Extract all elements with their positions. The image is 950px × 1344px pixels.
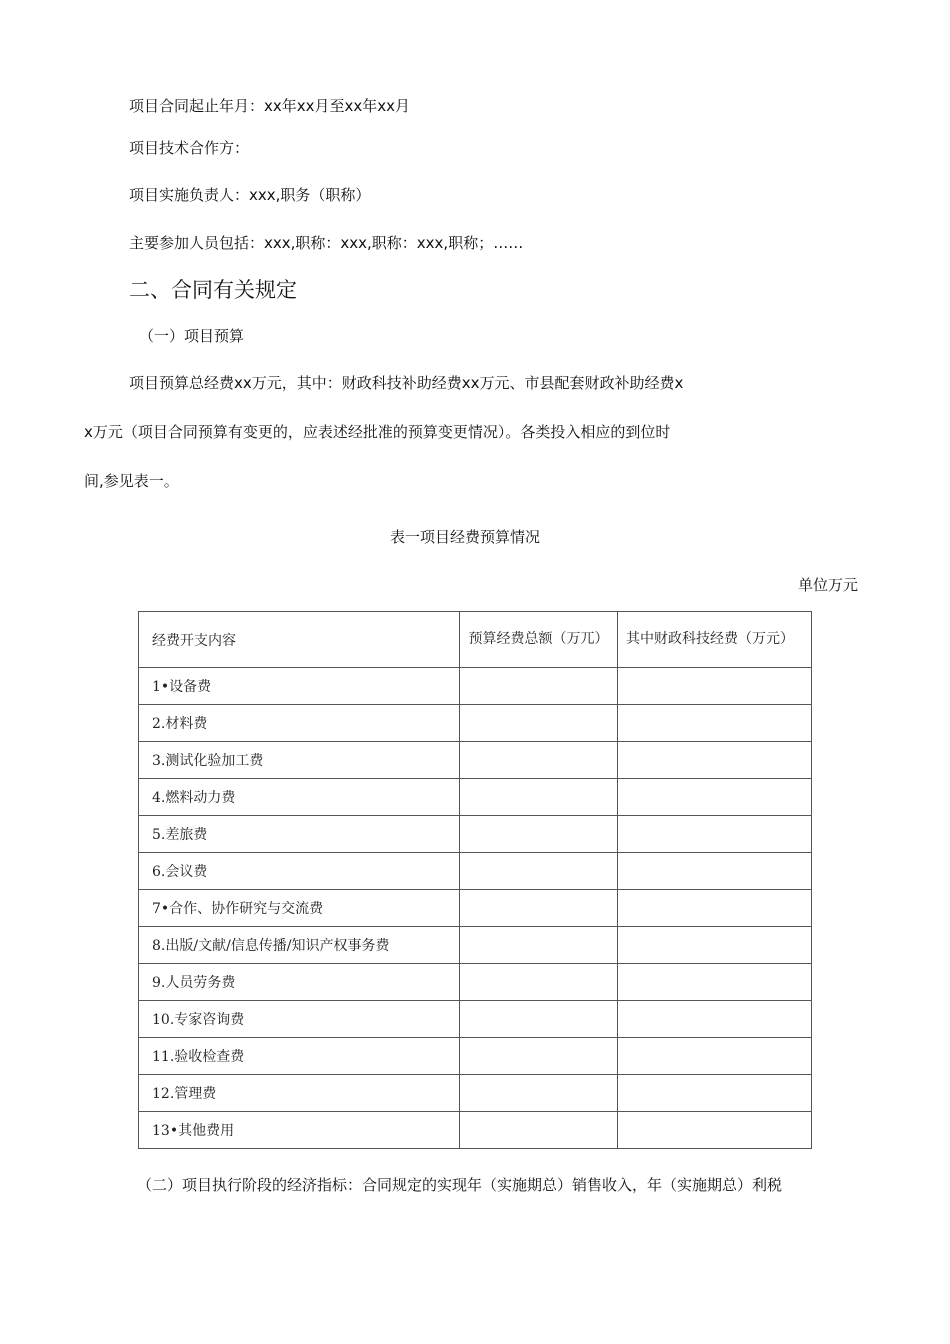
table-row — [139, 1038, 812, 1075]
row-fiscal — [618, 1038, 812, 1075]
row-item: 13•其他费用 — [139, 1112, 460, 1149]
row-item: 4.燃料动力费 — [139, 779, 460, 816]
table-row — [139, 1075, 812, 1112]
row-total — [460, 1001, 618, 1038]
row-total — [460, 890, 618, 927]
table-row — [139, 668, 812, 705]
row-fiscal — [618, 816, 812, 853]
row-item: 6.会议费 — [139, 853, 460, 890]
row-fiscal — [618, 1112, 812, 1149]
row-item: 8.出版/文献/信息传播/知识产权事务费 — [139, 927, 460, 964]
row-total — [460, 1112, 618, 1149]
row-total — [460, 1075, 618, 1112]
table-row — [139, 964, 812, 1001]
table-row — [139, 705, 812, 742]
header-total-budget: 预算经费总额（万兀） — [460, 612, 618, 668]
row-item: 11.验收检查费 — [139, 1038, 460, 1075]
economic-indicators-line: （二）项目执行阶段的经济指标：合同规定的实现年（实施期总）销售收入，年（实施期总）利税 — [137, 1176, 783, 1194]
row-total — [460, 927, 618, 964]
row-item: 10.专家咨询费 — [139, 1001, 460, 1038]
row-item: 5.差旅费 — [139, 816, 460, 853]
table-row — [139, 927, 812, 964]
table-row — [139, 816, 812, 853]
row-fiscal — [618, 705, 812, 742]
row-fiscal — [618, 853, 812, 890]
row-item: 9.人员劳务费 — [139, 964, 460, 1001]
row-total — [460, 705, 618, 742]
row-fiscal — [618, 890, 812, 927]
project-leader-line: 项目实施负责人：xxx,职务（职称） — [129, 186, 371, 204]
table-unit-label: 单位万元 — [798, 576, 859, 594]
row-item: 2.材料费 — [139, 705, 460, 742]
table-row — [139, 742, 812, 779]
table-row — [139, 853, 812, 890]
tech-partner-line: 项目技术合作方： — [129, 139, 250, 157]
row-total — [460, 668, 618, 705]
row-item: 1•设备费 — [139, 668, 460, 705]
header-fiscal-funds: 其中财政科技经费（万元） — [618, 612, 812, 668]
table-caption: 表一项目经费预算情况 — [390, 528, 541, 546]
row-item: 3.测试化验加工费 — [139, 742, 460, 779]
budget-paragraph-line-2: x万元（项目合同预算有变更的，应表述经批准的预算变更情况）。各类投入相应的到位时 — [84, 423, 671, 441]
row-total — [460, 742, 618, 779]
row-total — [460, 816, 618, 853]
row-fiscal — [618, 742, 812, 779]
budget-paragraph-line-1: 项目预算总经费xx万元，其中：财政科技补助经费xx万元、市县配套财政补助经费x — [129, 374, 684, 392]
participants-line: 主要参加人员包括：xxx,职称：xxx,职称：xxx,职称；…… — [129, 234, 524, 252]
table-row — [139, 1001, 812, 1038]
budget-paragraph-line-3: 间,参见表一。 — [84, 472, 179, 490]
row-total — [460, 964, 618, 1001]
header-expense-item: 经费开支内容 — [139, 612, 460, 668]
table-row — [139, 779, 812, 816]
row-fiscal — [618, 1001, 812, 1038]
row-fiscal — [618, 927, 812, 964]
row-fiscal — [618, 668, 812, 705]
contract-period-line: 项目合同起止年月：xx年xx月至xx年xx月 — [129, 97, 411, 115]
table-row — [139, 1112, 812, 1149]
row-fiscal — [618, 1075, 812, 1112]
budget-table — [138, 611, 812, 1149]
row-total — [460, 853, 618, 890]
row-item: 12.管理费 — [139, 1075, 460, 1112]
table-header-row — [139, 612, 812, 668]
table-row — [139, 890, 812, 927]
subsection-budget-heading: （一）项目预算 — [139, 327, 245, 345]
row-total — [460, 779, 618, 816]
row-total — [460, 1038, 618, 1075]
section-heading: 二、合同有关规定 — [129, 278, 297, 302]
row-item: 7•合作、协作研究与交流费 — [139, 890, 460, 927]
row-fiscal — [618, 779, 812, 816]
row-fiscal — [618, 964, 812, 1001]
